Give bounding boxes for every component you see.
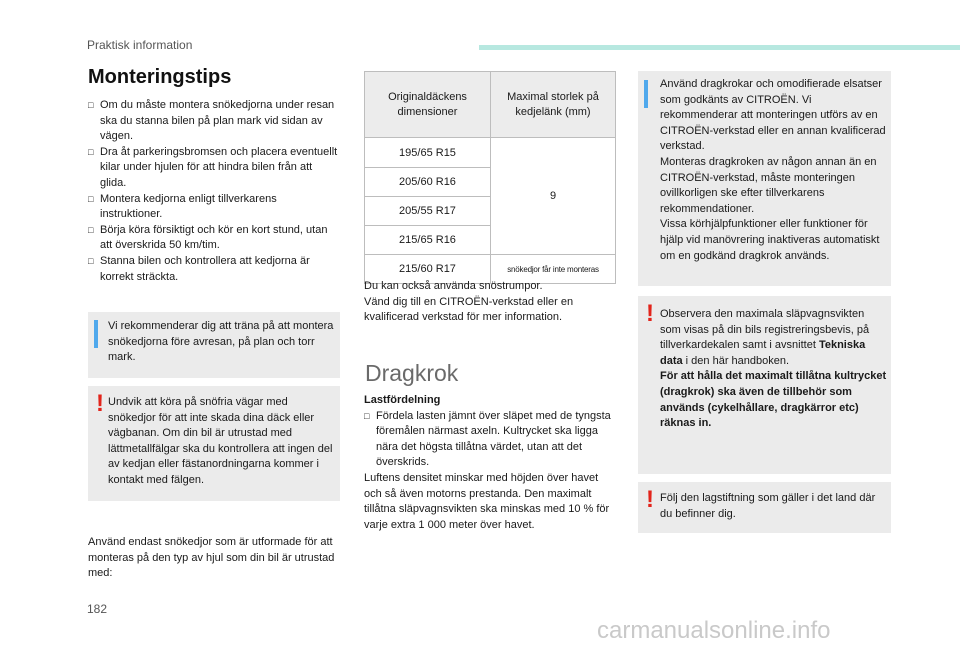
table-row: [365, 138, 616, 168]
closing-text: Använd endast snökedjor som är utformade för att monteras på den typ av hjul som din bil är utrustad med:: [88, 536, 335, 580]
table-cell: snökedjor får inte monteras: [491, 255, 616, 284]
paragraph: Luftens densitet minskar med höjden över havet och så även motorns prestanda. Den maximalt tillåtna släpvagnsvikten ska minskas med 10 % för varje extra 1 000 meter över havet.: [364, 471, 610, 531]
table-header-row: [365, 72, 616, 138]
list-item-text: Stanna bilen och kontrollera att kedjorna är korrekt sträckta.: [100, 254, 310, 283]
text-run: i den här handboken.: [682, 354, 790, 367]
exclamation-icon: !: [646, 486, 654, 513]
info-box-text: [660, 77, 886, 264]
square-bullet-icon: □: [88, 100, 94, 110]
square-bullet-icon: □: [88, 224, 94, 235]
list-item: [88, 254, 340, 285]
warning-emphasis: För att hålla det maximalt tillåtna kultrycket (dragkrok) ska även de tillbehör som används (cykelhållare, dragkärror etc) räknas in.: [660, 370, 887, 430]
list-item: [88, 98, 340, 145]
warning-box-text: Undvik att köra på snöfria vägar med snökedjor för att inte skada dina däck eller vägbanan. Om din bil är utrustad med lättmetallfälgar ska du kontrollera att ingen del av kedjan eller fästanordningarna kommer i kontakt med fälgen.: [108, 396, 333, 486]
info-bar-icon: [94, 320, 98, 348]
list-item-text: Om du måste montera snökedjorna under resan ska du stanna bilen på plan mark vid sidan av vägen.: [100, 99, 335, 143]
table-cell: 195/65 R15: [365, 138, 491, 168]
snow-socks-text: [364, 279, 614, 326]
info-box-text: Vi rekommenderar dig att träna på att montera snökedjorna före avresan, på plan och torr mark.: [108, 320, 334, 364]
table-cell: 215/65 R16: [365, 226, 491, 255]
list-item: [88, 192, 340, 223]
list-item-text: Börja köra försiktigt och kör en kort stund, utan att överskrida 50 km/tim.: [100, 223, 328, 252]
table-cell: 205/55 R17: [365, 197, 491, 226]
mounting-tips-list: [88, 98, 340, 285]
exclamation-icon: !: [96, 390, 104, 417]
list-item-text: Montera kedjorna enligt tillverkarens instruktioner.: [100, 192, 277, 221]
paragraph: Använd dragkrokar och omodifierade elsatser som godkänts av CITROËN. Vi rekommenderar att monteringen utförs av en CITROËN-verkstad eller en annan kvalificerad verkstad.: [660, 78, 886, 153]
warning-box-text: Följ den lagstiftning som gäller i det land där du befinner dig.: [660, 492, 876, 520]
list-item: [88, 223, 340, 254]
text-line: Vänd dig till en CITROËN-verkstad eller en kvalificerad verkstad för mer information.: [364, 295, 574, 324]
list-item-text: Fördela lasten jämnt över släpet med de tyngsta föremålen närmast axeln. Kultrycket ska ligga nära det högsta tillåtna värdet, utan att det överskrids.: [376, 409, 611, 469]
section-title-dragkrok: Dragkrok: [365, 360, 459, 386]
paragraph: Vissa körhjälpfunktioner eller funktioner för hjälp vid manövrering inaktiveras automatiskt om en godkänd dragkrok används.: [660, 218, 880, 262]
exclamation-icon: !: [646, 300, 654, 327]
load-distribution-section: [364, 393, 616, 533]
section-label: Praktisk information: [87, 38, 193, 52]
page-title: Monteringstips: [88, 66, 232, 88]
info-box: [88, 312, 340, 378]
square-bullet-icon: □: [364, 410, 370, 421]
text-run-bold: Tekniska data: [660, 339, 866, 367]
table-header-cell: Maximal storlek på kedjelänk (mm): [491, 72, 616, 138]
list-item: [88, 145, 340, 192]
text-line: Du kan också använda snöstrumpor.: [364, 280, 543, 292]
paragraph: Monteras dragkroken av någon annan än en CITROËN-verkstad, måste monteringen ovillkorligen ske efter tillverkarens rekommendationer.: [660, 155, 877, 215]
warning-box-text: [660, 307, 888, 432]
square-bullet-icon: □: [88, 193, 94, 204]
table-cell: 215/60 R17: [365, 255, 491, 284]
list-item-text: Dra åt parkeringsbromsen och placera eventuellt kilar under hjulen för att hindra bilen från att glida.: [100, 145, 338, 189]
square-bullet-icon: □: [88, 255, 94, 266]
info-box: [638, 71, 891, 286]
list-item: [364, 409, 616, 471]
info-bar-icon: [644, 80, 648, 108]
table-header-cell: Originaldäckens dimensioner: [365, 72, 491, 138]
warning-box: [88, 386, 340, 501]
chain-size-table: [364, 71, 616, 284]
page-number: 182: [87, 602, 108, 616]
warning-box: [638, 482, 891, 533]
table-cell: 205/60 R16: [365, 168, 491, 197]
text-run: Observera den maximala släpvagnsvikten som visas på din bils registreringsbevis, på tillverkardekalen samt i avsnittet: [660, 308, 870, 352]
square-bullet-icon: □: [88, 146, 94, 157]
subheading: Lastfördelning: [364, 394, 441, 406]
warning-box: [638, 296, 891, 474]
watermark: carmanualsonline.info: [597, 617, 831, 644]
header-accent-bar: [479, 45, 960, 50]
table-cell-merged: 9: [491, 138, 616, 255]
